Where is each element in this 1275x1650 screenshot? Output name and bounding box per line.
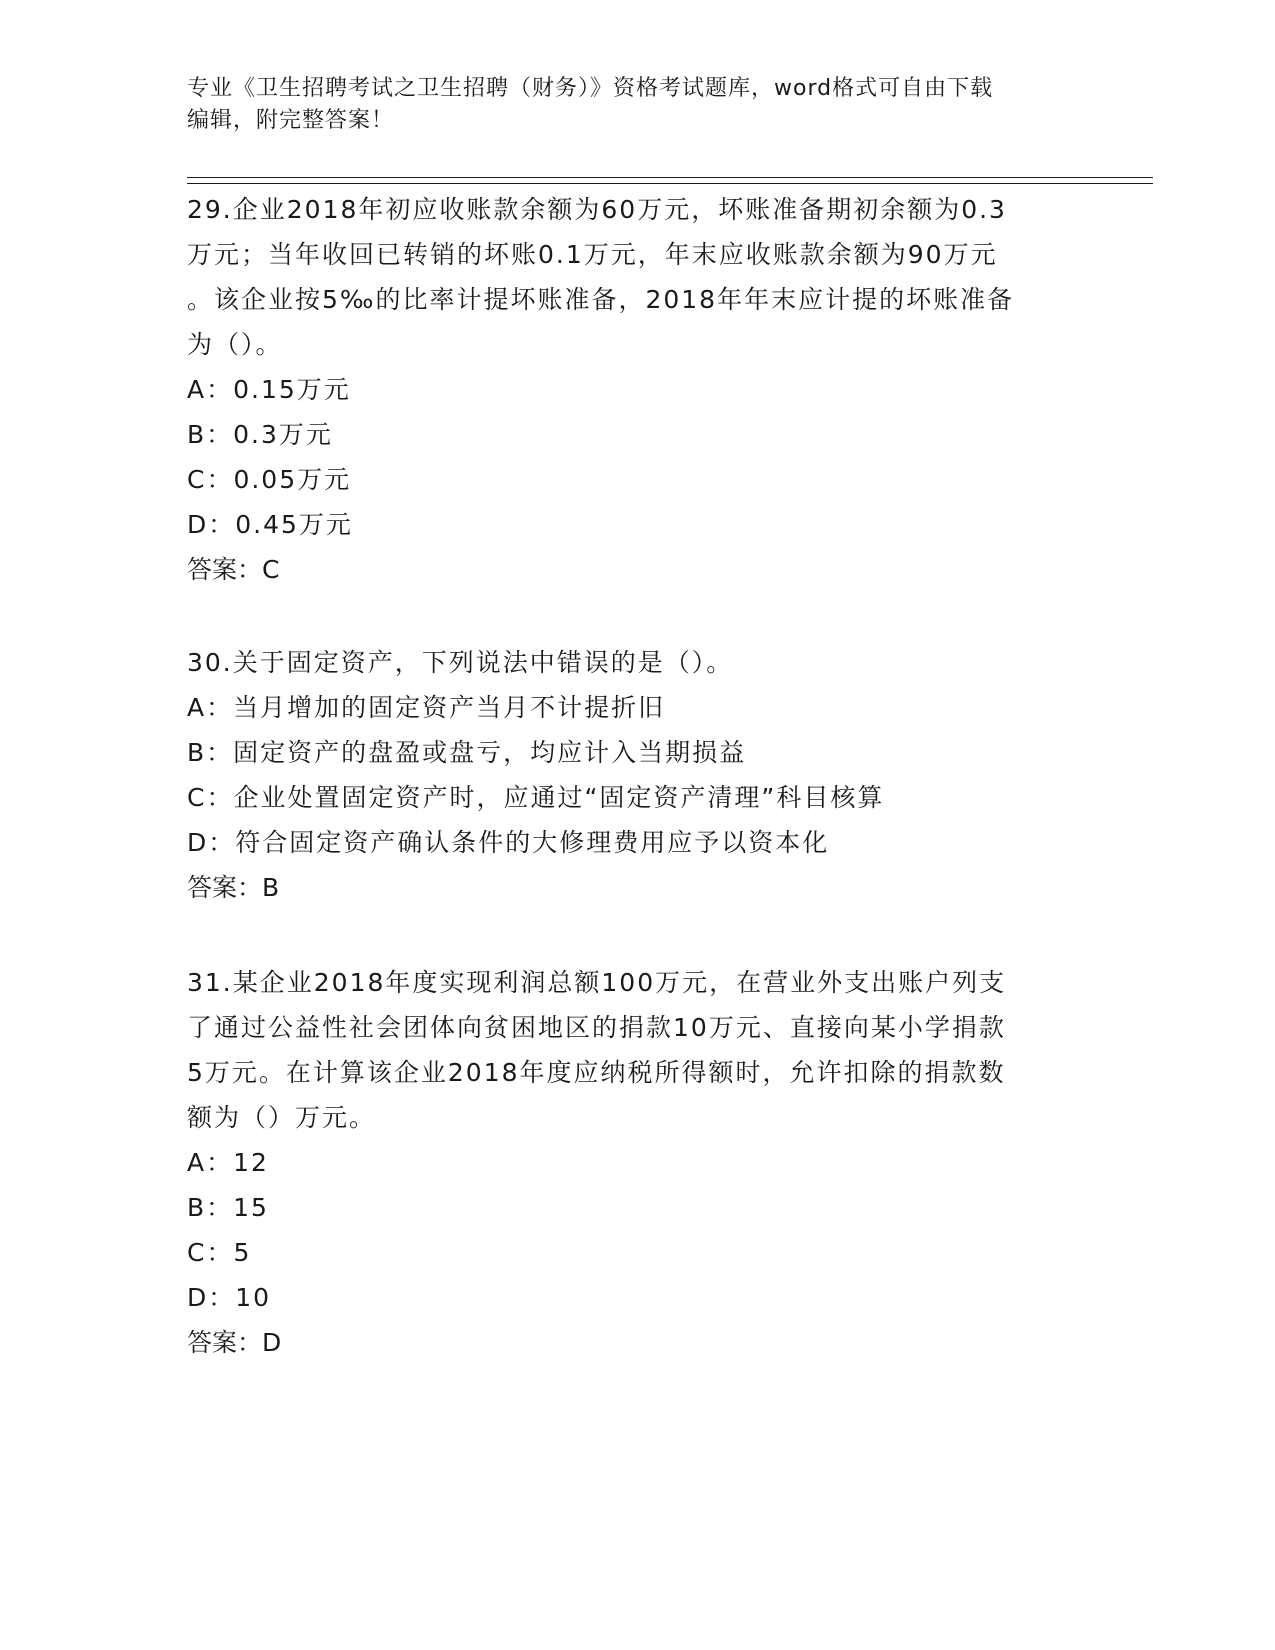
- question-31: [187, 960, 1087, 1365]
- answer-label: 答案：C: [187, 555, 280, 584]
- option-c: C：5: [187, 1238, 252, 1267]
- question-text-line: 额为（）万元。: [187, 1103, 377, 1132]
- option-c: C：企业处置固定资产时，应通过“固定资产清理”科目核算: [187, 783, 885, 812]
- question-text-line: 29.企业2018年初应收账款余额为60万元，坏账准备期初余额为0.3: [187, 195, 1007, 224]
- option-b: B：15: [187, 1193, 269, 1222]
- question-30: [187, 640, 1087, 910]
- header-line-2: 编辑，附完整答案！: [187, 108, 395, 133]
- option-b: B：固定资产的盘盈或盘亏，均应计入当期损益: [187, 738, 747, 767]
- option-d: D：0.45万元: [187, 510, 353, 539]
- question-text-line: 5万元。在计算该企业2018年度应纳税所得额时，允许扣除的捐款数: [187, 1058, 1006, 1087]
- option-a: A：当月增加的固定资产当月不计提折旧: [187, 693, 666, 722]
- option-c: C：0.05万元: [187, 465, 352, 494]
- header-divider-bottom: [187, 183, 1153, 184]
- answer-label: 答案：D: [187, 1328, 282, 1357]
- question-text-line: 为（）。: [187, 330, 283, 359]
- header-line-1: 专业《卫生招聘考试之卫生招聘（财务）》资格考试题库，word格式可自由下载: [187, 76, 994, 101]
- question-text-line: 31.某企业2018年度实现利润总额100万元，在营业外支出账户列支: [187, 968, 1007, 997]
- answer-label: 答案：B: [187, 873, 280, 902]
- option-b: B：0.3万元: [187, 420, 333, 449]
- option-d: D：符合固定资产确认条件的大修理费用应予以资本化: [187, 828, 830, 857]
- option-d: D：10: [187, 1283, 272, 1312]
- question-text-line: 30.关于固定资产，下列说法中错误的是（）。: [187, 648, 734, 677]
- option-a: A：0.15万元: [187, 375, 351, 404]
- document-header: [187, 73, 1067, 137]
- question-text-line: 。该企业按5‰的比率计提坏账准备，2018年年末应计提的坏账准备: [187, 285, 1015, 314]
- question-29: [187, 187, 1087, 592]
- option-a: A：12: [187, 1148, 269, 1177]
- question-text-line: 了通过公益性社会团体向贫困地区的捐款10万元、直接向某小学捐款: [187, 1013, 1006, 1042]
- header-divider-top: [187, 177, 1153, 178]
- question-text-line: 万元；当年收回已转销的坏账0.1万元，年末应收账款余额为90万元: [187, 240, 998, 269]
